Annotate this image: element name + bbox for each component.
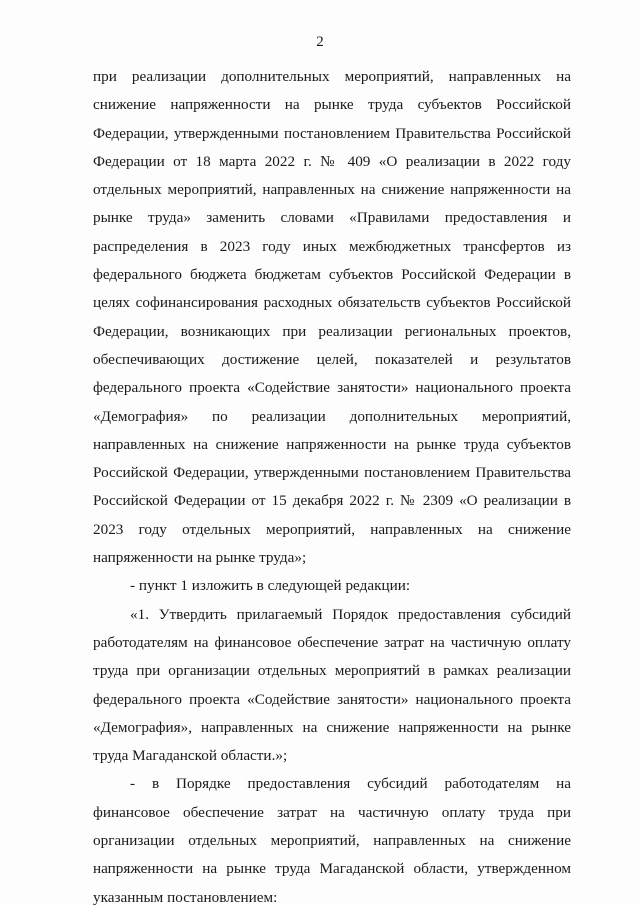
paragraph-item-1-text: «1. Утвердить прилагаемый Порядок предоставления субсидий работодателям на финансовое обеспечение затрат на частичную оплату труда при организации отдельных мероприятий в рамках реализации федерального проекта «Содействие занятости» национального проекта «Демография», направленных на снижение напряженности на рынке труда Магаданской области.»; [93, 605, 571, 765]
paragraph-procedure-instruction: - в Порядке предоставления субсидий работодателям на финансовое обеспечение затрат на частичную оплату труда при организации отдельных мероприятий, направленных на снижение напряженности на рынке труда Магаданской области, утвержденном указанным постановлением: [93, 775, 571, 906]
paragraph-continuation: при реализации дополнительных мероприятий, направленных на снижение напряженности на рынке труда субъектов Российской Федерации, утвержденными постановлением Правительства Российской Федерации от 18 марта 2022 г. № 409 «О реализации в 2022 году отдельных мероприятий, направленных на снижение напряженности на рынке труда» заменить словами «Правилами предоставления и распределения в 2023 году иных межбюджетных трансфертов из федерального бюджета бюджетам субъектов Российской Федерации в целях софинансирования расходных обязательств субъектов Российской Федерации, возникающих при реализации региональных проектов, обеспечивающих достижение целей, показателей и результатов федерального проекта «Содействие занятости» национального проекта «Демография» по реализации дополнительных мероприятий, направленных на снижение напряженности на рынке труда субъектов Российской Федерации, утвержденными постановлением Правительства Российской Федерации от 15 декабря 2022 г. № 2309 «О реализации в 2023 году отдельных мероприятий, направленных на снижение напряженности на рынке труда»; [93, 68, 571, 567]
page-number: 2 [316, 34, 324, 50]
paragraph-item-1-instruction: - пункт 1 изложить в следующей редакции: [130, 577, 411, 595]
document-body [93, 63, 571, 912]
